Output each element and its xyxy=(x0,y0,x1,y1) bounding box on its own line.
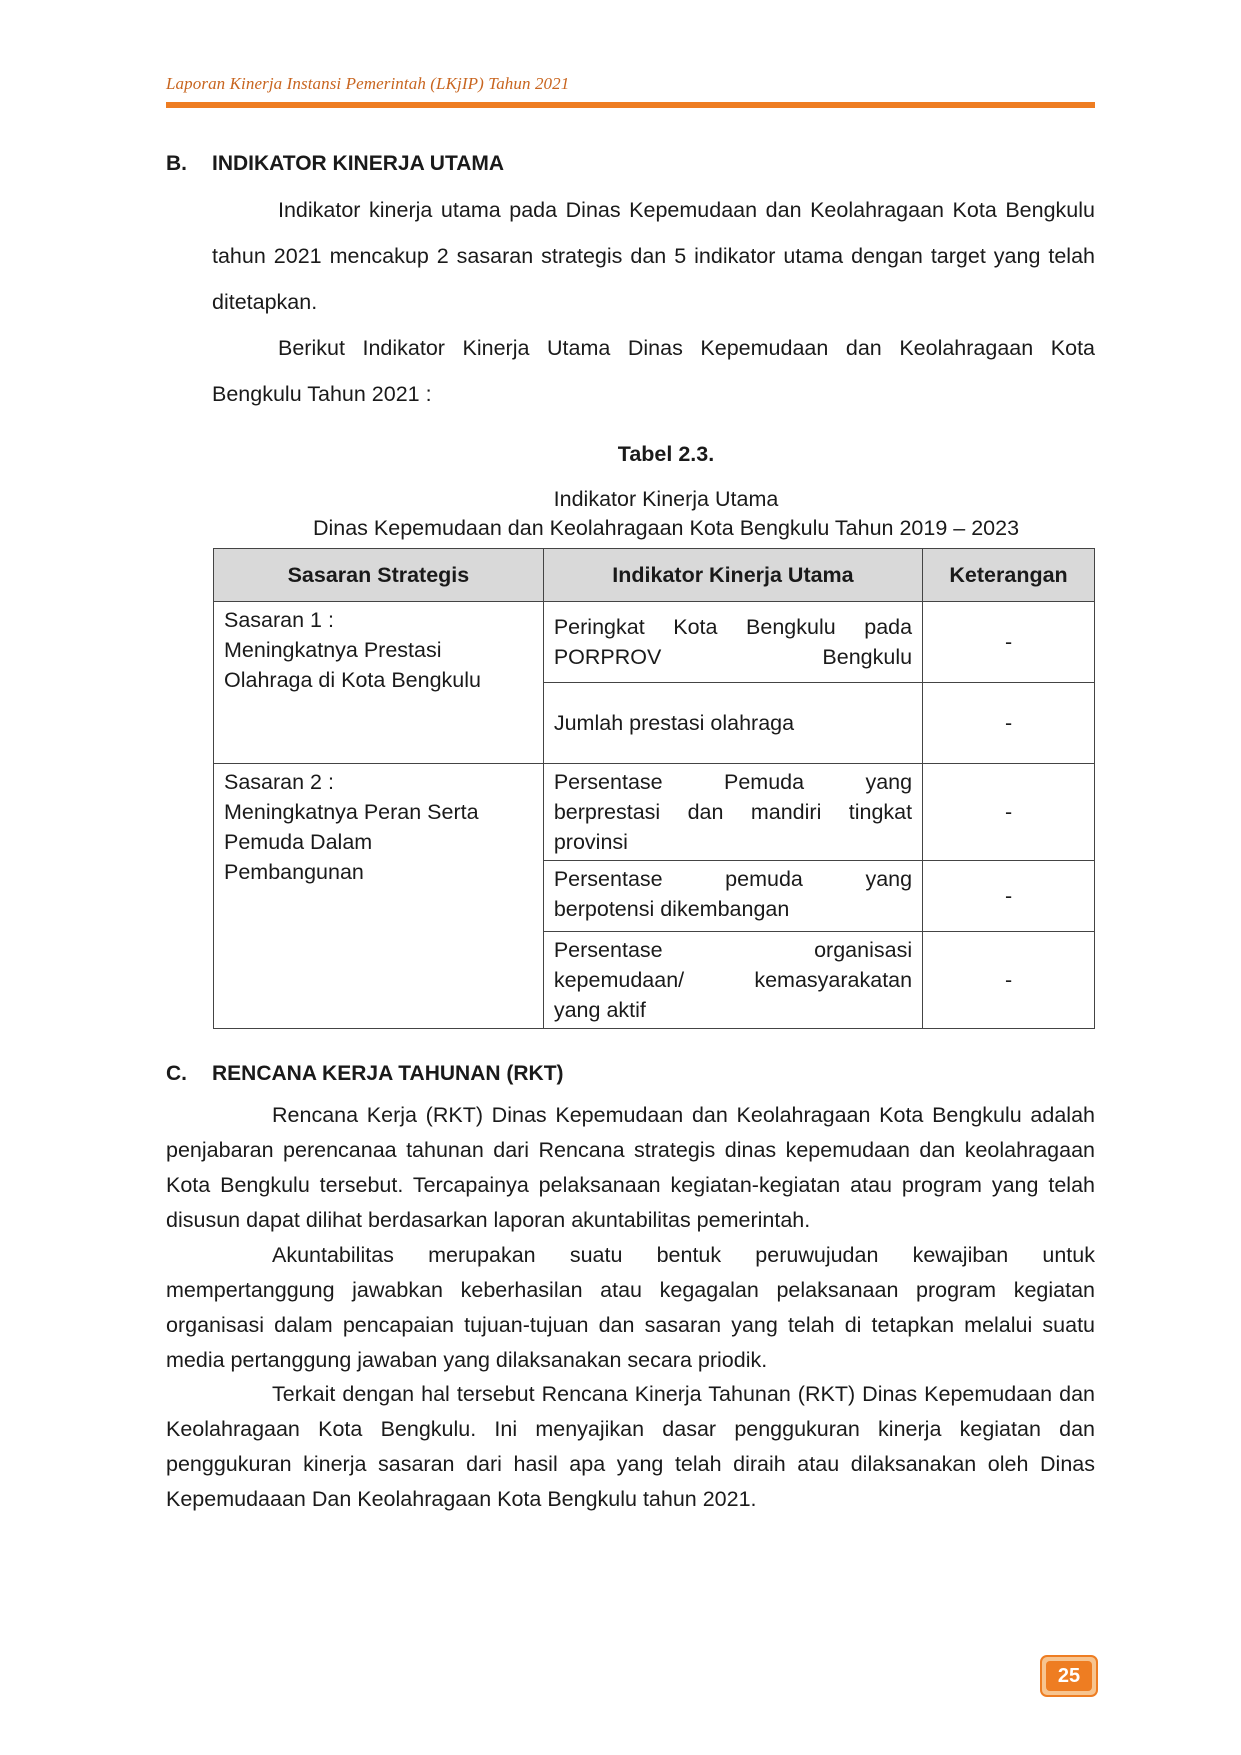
section-c-paragraph-3: Terkait dengan hal tersebut Rencana Kinerja Tahunan (RKT) Dinas Kepemudaan dan Keolahragaan Kota Bengkulu. Ini menyajikan dasar penggukuran kinerja kegiatan dan penggukuran kinerja sasaran dari hasil apa yang telah diraih atau dilaksanakan oleh Dinas Kepemudaaan Dan Keolahragaan Kota Bengkulu tahun 2021. xyxy=(166,1382,1095,1511)
indikator-cell: Jumlah prestasi olahraga xyxy=(543,683,922,764)
section-c-paragraph-1: Rencana Kerja (RKT) Dinas Kepemudaan dan Keolahragaan Kota Bengkulu adalah penjabaran perencanaa tahunan dari Rencana strategis dinas kepemudaan dan keolahragaan Kota Bengkulu tersebut. Tercapainya pelaksanaan kegiatan-kegiatan atau program yang telah disusun dapat dilihat berdasarkan laporan akuntabilitas pemerintah. xyxy=(166,1103,1095,1232)
section-c-heading xyxy=(166,1062,564,1086)
indikator-kinerja-table xyxy=(213,548,1095,1029)
indikator-cell: Peringkat Kota Bengkulu pada PORPROV Bengkulu xyxy=(543,602,922,683)
section-b-title: INDIKATOR KINERJA UTAMA xyxy=(212,152,505,175)
indikator-cell: Persentase Pemuda yang berprestasi dan mandiri tingkat provinsi xyxy=(543,764,922,861)
section-b-heading xyxy=(166,152,504,176)
table-label: Tabel 2.3. xyxy=(617,442,715,466)
keterangan-cell: - xyxy=(923,932,1095,1029)
keterangan-cell: - xyxy=(923,764,1095,861)
header-sasaran-strategis: Sasaran Strategis xyxy=(214,549,544,602)
sasaran-2-cell xyxy=(214,764,544,1029)
sasaran-1-text: Meningkatnya Prestasi Olahraga di Kota Bengkulu xyxy=(224,638,481,692)
sasaran-1-label: Sasaran 1 : xyxy=(224,608,334,632)
table-row xyxy=(214,602,1095,683)
indikator-cell: Persentase organisasi kepemudaan/ kemasyarakatan yang aktif xyxy=(543,932,922,1029)
section-b-number: B. xyxy=(166,152,187,175)
table-caption-line-1: Indikator Kinerja Utama xyxy=(553,487,779,511)
table-header-row xyxy=(214,549,1095,602)
keterangan-cell: - xyxy=(923,861,1095,932)
header-rule xyxy=(166,102,1095,108)
header-keterangan: Keterangan xyxy=(923,549,1095,602)
sasaran-2-text: Meningkatnya Peran Serta Pemuda Dalam Pembangunan xyxy=(224,800,479,884)
table-row xyxy=(214,764,1095,861)
header-indikator-kinerja-utama: Indikator Kinerja Utama xyxy=(543,549,922,602)
indikator-cell: Persentase pemuda yang berpotensi dikembangan xyxy=(543,861,922,932)
keterangan-cell: - xyxy=(923,602,1095,683)
sasaran-2-label: Sasaran 2 : xyxy=(224,770,334,794)
page-number-badge xyxy=(1040,1655,1098,1697)
keterangan-cell: - xyxy=(923,683,1095,764)
section-b-paragraph-1: Indikator kinerja utama pada Dinas Kepemudaan dan Keolahragaan Kota Bengkulu tahun 2021 mencakup 2 sasaran strategis dan 5 indikator utama dengan target yang telah ditetapkan. xyxy=(212,198,1095,314)
sasaran-1-cell xyxy=(214,602,544,764)
section-c-title: RENCANA KERJA TAHUNAN (RKT) xyxy=(212,1062,564,1085)
table-caption-line-2: Dinas Kepemudaan dan Keolahragaan Kota Bengkulu Tahun 2019 – 2023 xyxy=(312,516,1020,540)
section-b-paragraph-2: Berikut Indikator Kinerja Utama Dinas Kepemudaan dan Keolahragaan Kota Bengkulu Tahun 2021 : xyxy=(212,336,1095,406)
section-c-paragraph-2: Akuntabilitas merupakan suatu bentuk peruwujudan kewajiban untuk mempertanggung jawabkan keberhasilan atau kegagalan pelaksanaan program kegiatan organisasi dalam pencapaian tujuan-tujuan dan sasaran yang telah di tetapkan melalui suatu media pertanggung jawaban yang dilaksanakan secara priodik. xyxy=(166,1243,1095,1372)
page-number: 25 xyxy=(1046,1661,1092,1691)
section-c-number: C. xyxy=(166,1062,187,1085)
running-header: Laporan Kinerja Instansi Pemerintah (LKjIP) Tahun 2021 xyxy=(166,74,570,93)
